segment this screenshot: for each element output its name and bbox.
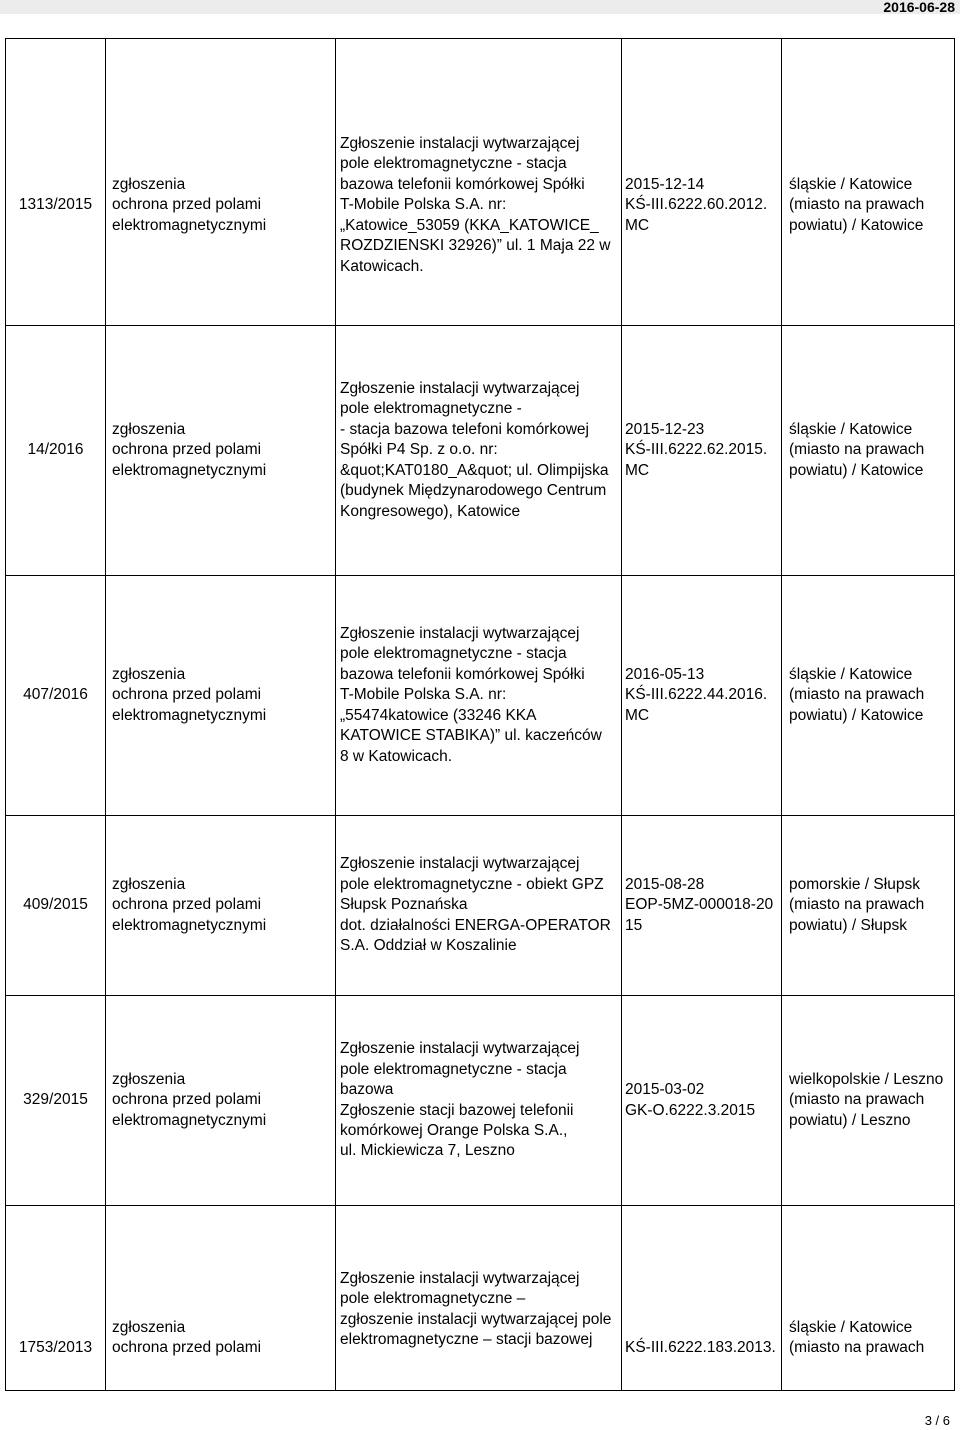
record-description-line: bazowa <box>340 1081 394 1099</box>
record-description-line: Spółki P4 Sp. z o.o. nr: <box>340 441 498 459</box>
record-description-line: Zgłoszenie instalacji wytwarzającej <box>340 380 580 398</box>
record-type-line: ochrona przed polami <box>112 196 262 214</box>
record-location-line: powiatu) / Leszno <box>789 1111 911 1129</box>
record-description-line: Zgłoszenie instalacji wytwarzającej <box>340 1270 580 1287</box>
record-location-line: powiatu) / Katowice <box>789 706 924 724</box>
cell-clip <box>112 1206 335 1358</box>
record-description-line: KATOWICE STABIKA)” ul. kaczeńców <box>340 727 602 745</box>
record-description-line: zgłoszenie instalacji wytwarzającej pole <box>340 1310 612 1328</box>
record-description-cell <box>336 816 622 995</box>
cell-clip <box>340 1206 621 1358</box>
table-row <box>6 39 954 326</box>
cell-clip <box>6 1206 105 1358</box>
record-description-line: Katowicach. <box>340 257 424 275</box>
record-description-line: T-Mobile Polska S.A. nr: <box>340 686 507 704</box>
record-description-line: pole elektromagnetyczne - stacja <box>340 1060 567 1078</box>
record-date-cell <box>622 326 782 575</box>
record-type-line: ochrona przed polami <box>112 1339 262 1357</box>
record-location-line: powiatu) / Słupsk <box>789 916 908 934</box>
record-type-line: zgłoszenia <box>112 1319 186 1336</box>
record-description-cell <box>336 39 622 325</box>
table-row <box>6 1206 954 1391</box>
record-type-line: ochrona przed polami <box>112 1091 262 1109</box>
record-reference-line: MC <box>625 461 650 479</box>
record-description-line: komórkowej Orange Polska S.A., <box>340 1121 568 1139</box>
record-description-line: ul. Mickiewicza 7, Leszno <box>340 1142 515 1160</box>
record-location-cell <box>782 576 954 815</box>
page-number: 3 / 6 <box>924 1413 950 1428</box>
record-type-line: zgłoszenia <box>112 175 186 193</box>
record-description-line: pole elektromagnetyczne - <box>340 400 522 418</box>
record-reference-line: KŚ-III.6222.60.2012. <box>625 196 768 214</box>
record-reference-line: MC <box>625 706 650 724</box>
records-table <box>5 38 955 1391</box>
record-date-cell <box>622 39 782 325</box>
record-date: 2015-12-23 <box>625 420 705 438</box>
record-description-line: „55474katowice (33246 KKA <box>340 706 537 724</box>
record-date-cell <box>622 996 782 1205</box>
record-description-line: T-Mobile Polska S.A. nr: <box>340 196 507 214</box>
record-description-line: - stacja bazowa telefoni komórkowej <box>340 420 589 438</box>
record-location-line: pomorskie / Słupsk <box>789 875 920 893</box>
record-reference-line: EOP-5MZ-000018-20 <box>625 896 774 914</box>
page-header <box>0 0 960 14</box>
record-location-line: powiatu) / Katowice <box>789 216 924 234</box>
record-type-line: elektromagnetycznymi <box>112 461 267 479</box>
record-location-cell <box>782 816 954 995</box>
record-id: 407/2016 <box>23 686 88 704</box>
record-type-line: zgłoszenia <box>112 420 186 438</box>
record-id-cell <box>6 326 106 575</box>
record-description-line: pole elektromagnetyczne - obiekt GPZ <box>340 875 604 893</box>
record-description-line: &quot;KAT0180_A&quot; ul. Olimpijska <box>340 461 609 479</box>
record-id: 329/2015 <box>23 1091 88 1109</box>
record-type-cell <box>106 996 336 1205</box>
record-location-line: (miasto na prawach <box>789 441 925 459</box>
table-row <box>6 996 954 1206</box>
record-description-line: Zgłoszenie instalacji wytwarzającej <box>340 1040 580 1058</box>
record-id: 1753/2013 <box>18 1339 93 1356</box>
record-description-cell <box>336 996 622 1205</box>
record-reference-line: KŚ-III.6222.183.2013. <box>625 1339 776 1356</box>
record-description-line: Zgłoszenie instalacji wytwarzającej <box>340 625 580 643</box>
record-description-line: bazowa telefonii komórkowej Spółki <box>340 665 585 683</box>
record-type-line: elektromagnetycznymi <box>112 1111 267 1129</box>
record-type-line: zgłoszenia <box>112 665 186 683</box>
record-location-line: powiatu) / Katowice <box>789 461 924 479</box>
record-id-cell <box>6 39 106 325</box>
record-type-cell <box>106 1206 336 1390</box>
record-location-line: (miasto na prawach <box>789 1091 925 1109</box>
record-type-line: ochrona przed polami <box>112 686 262 704</box>
record-date: 2015-03-02 <box>625 1081 705 1099</box>
record-id-cell <box>6 1206 106 1390</box>
record-description-line: Zgłoszenie stacji bazowej telefonii <box>340 1101 574 1119</box>
record-type-line: elektromagnetycznymi <box>112 216 267 234</box>
record-type-cell <box>106 326 336 575</box>
record-location-cell <box>782 1206 954 1390</box>
record-description-line: pole elektromagnetyczne - stacja <box>340 155 567 173</box>
record-date: 2016-05-13 <box>625 665 705 683</box>
record-description-cell <box>336 326 622 575</box>
record-date-cell <box>622 576 782 815</box>
record-description-line: (budynek Międzynarodowego Centrum <box>340 482 607 500</box>
record-description-line: elektromagnetyczne – stacji bazowej <box>340 1331 593 1349</box>
record-location-line: śląskie / Katowice <box>789 665 913 683</box>
report-date: 2016-06-28 <box>883 0 955 15</box>
record-location-line: śląskie / Katowice <box>789 420 913 438</box>
record-location-cell <box>782 996 954 1205</box>
record-description-line: pole elektromagnetyczne – <box>340 1290 526 1308</box>
record-description-cell <box>336 1206 622 1390</box>
record-description-line: Kongresowego), Katowice <box>340 502 521 520</box>
record-reference-line: 15 <box>625 916 643 934</box>
cell-clip <box>625 1206 781 1358</box>
record-description-line: pole elektromagnetyczne - stacja <box>340 645 567 663</box>
record-location-line: (miasto na prawach <box>789 896 925 914</box>
record-description-line: 8 w Katowicach. <box>340 747 452 765</box>
record-date-cell <box>622 816 782 995</box>
record-type-line: ochrona przed polami <box>112 896 262 914</box>
record-description-line: Zgłoszenie instalacji wytwarzającej <box>340 135 580 153</box>
record-description-line: dot. działalności ENERGA-OPERATOR <box>340 916 611 934</box>
record-date-cell <box>622 1206 782 1390</box>
record-description-line: S.A. Oddział w Koszalinie <box>340 937 517 955</box>
record-location-line: śląskie / Katowice <box>789 1319 913 1336</box>
record-description-line: Zgłoszenie instalacji wytwarzającej <box>340 855 580 873</box>
record-reference-line: MC <box>625 216 650 234</box>
record-location-line: (miasto na prawach <box>789 1339 925 1357</box>
record-description-line: Słupsk Poznańska <box>340 896 468 914</box>
cell-clip <box>789 1206 954 1358</box>
record-location-cell <box>782 39 954 325</box>
record-date: 2015-12-14 <box>625 175 705 193</box>
table-row <box>6 576 954 816</box>
record-type-cell <box>106 576 336 815</box>
record-location-cell <box>782 326 954 575</box>
record-reference-line: GK-O.6222.3.2015 <box>625 1101 756 1119</box>
record-type-line: ochrona przed polami <box>112 441 262 459</box>
record-type-cell <box>106 816 336 995</box>
record-id: 1313/2015 <box>18 196 93 214</box>
record-id: 409/2015 <box>23 896 88 914</box>
record-type-line: zgłoszenia <box>112 1070 186 1088</box>
record-location-line: wielkopolskie / Leszno <box>789 1070 944 1088</box>
record-location-line: (miasto na prawach <box>789 196 925 214</box>
record-description-line: ROZDZIENSKI 32926)” ul. 1 Maja 22 w <box>340 237 611 255</box>
record-id: 14/2016 <box>27 441 84 459</box>
record-id-cell <box>6 996 106 1205</box>
record-id-cell <box>6 816 106 995</box>
record-location-line: śląskie / Katowice <box>789 175 913 193</box>
record-description-cell <box>336 576 622 815</box>
record-description-line: „Katowice_53059 (KKA_KATOWICE_ <box>340 216 599 234</box>
record-type-line: elektromagnetycznymi <box>112 706 267 724</box>
record-reference-line: KŚ-III.6222.44.2016. <box>625 686 768 704</box>
record-date: 2015-08-28 <box>625 875 705 893</box>
table-row <box>6 816 954 996</box>
record-type-cell <box>106 39 336 325</box>
record-description-line: bazowa telefonii komórkowej Spółki <box>340 175 585 193</box>
record-location-line: (miasto na prawach <box>789 686 925 704</box>
table-row <box>6 326 954 576</box>
record-id-cell <box>6 576 106 815</box>
record-reference-line: KŚ-III.6222.62.2015. <box>625 441 768 459</box>
record-type-line: elektromagnetycznymi <box>112 916 267 934</box>
record-type-line: zgłoszenia <box>112 875 186 893</box>
